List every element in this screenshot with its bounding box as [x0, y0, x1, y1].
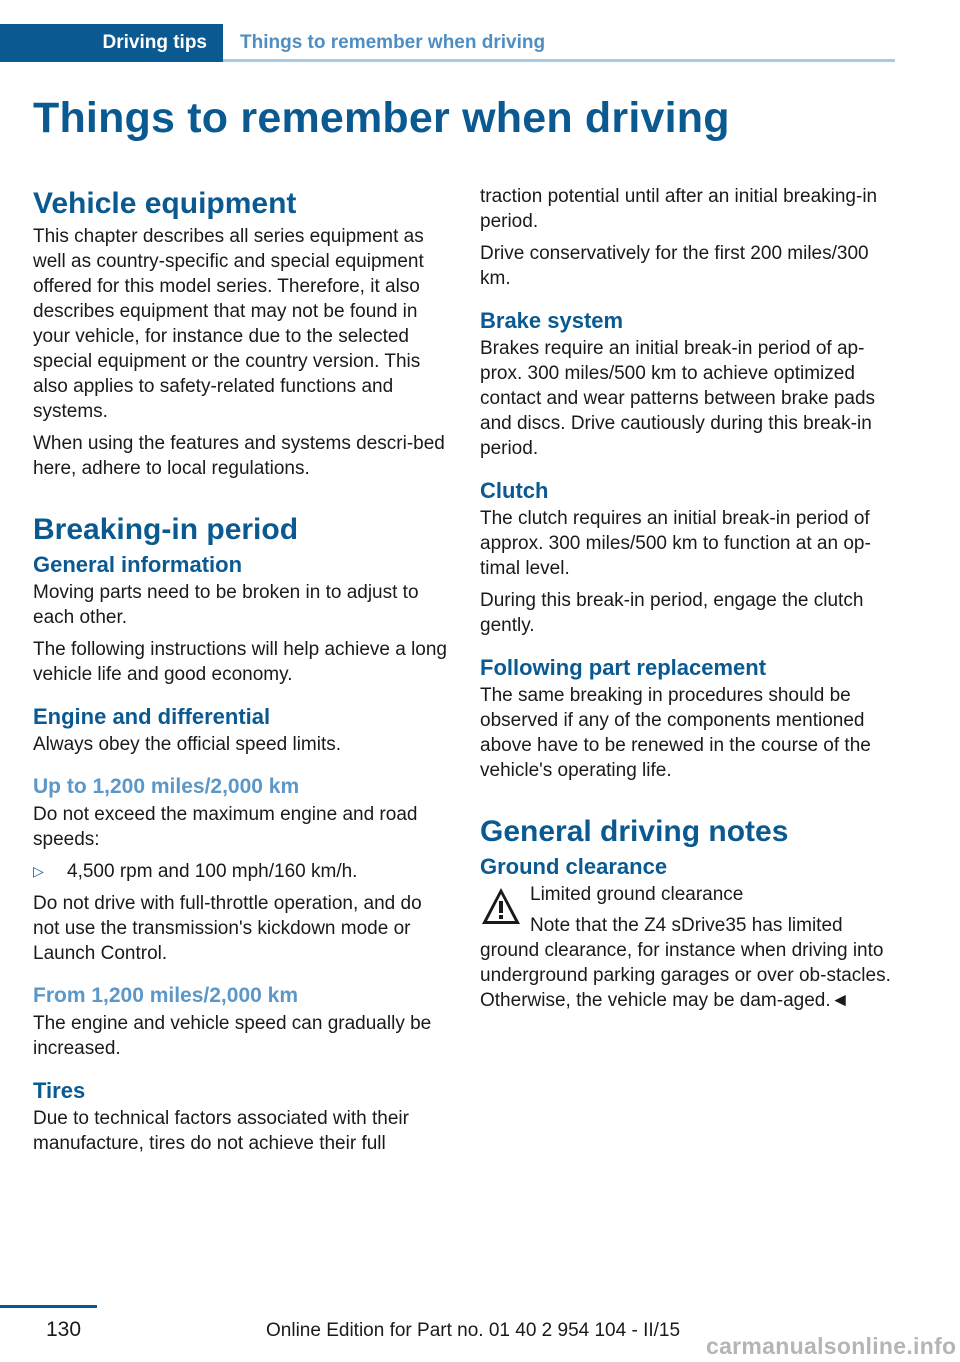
brake-heading: Brake system [480, 308, 624, 333]
paragraph: Brakes require an initial break-in period of ap-prox. 300 miles/500 km to achieve optimized contact and wear patterns between brake pads and discs. Drive cautiously during this break-in period. [480, 338, 876, 459]
list-item [33, 859, 451, 884]
warning-triangle-icon [480, 886, 522, 926]
paragraph: Due to technical factors associated with their manufacture, tires do not achieve their full [33, 1108, 409, 1154]
paragraph: The following instructions will help achieve a long vehicle life and good economy. [33, 639, 448, 685]
paragraph: The same breaking in procedures should be observed if any of the components mentioned above have to be renewed in the course of the vehicle's operating life. [480, 685, 871, 781]
from-heading: From 1,200 miles/2,000 km [33, 984, 298, 1007]
watermark: carmanualsonline.info [706, 1333, 957, 1359]
breaking-in-heading: Breaking-in period [33, 513, 299, 546]
right-column [480, 184, 898, 1020]
left-column [33, 184, 451, 1163]
edition-note: Online Edition for Part no. 01 40 2 954 104 - II/15 [266, 1320, 681, 1341]
section-tab: Driving tips [0, 24, 223, 62]
paragraph: The clutch requires an initial break-in period of approx. 300 miles/500 km to function at an op-timal level. [480, 508, 871, 579]
paragraph: Do not exceed the maximum engine and road speeds: [33, 804, 418, 850]
engine-heading: Engine and differential [33, 704, 271, 729]
tires-heading: Tires [33, 1078, 86, 1103]
general-notes-heading: General driving notes [480, 815, 789, 848]
page-title: Things to remember when driving [33, 94, 730, 142]
footer-rule [0, 1305, 97, 1308]
paragraph: traction potential until after an initial breaking-in period. [480, 186, 878, 232]
ground-clearance-heading: Ground clearance [480, 854, 668, 879]
clutch-heading: Clutch [480, 478, 549, 503]
page-number: 130 [46, 1318, 82, 1341]
paragraph: Moving parts need to be broken in to adjust to each other. [33, 582, 419, 628]
running-header [0, 24, 895, 62]
warning-block [480, 882, 898, 1013]
paragraph: Always obey the official speed limits. [33, 734, 342, 755]
paragraph: This chapter describes all series equipment as well as country-specific and special equipment offered for this model series. Therefore, it also describes equipment that may not be found in your vehicle, for instance due to the selected special equipment or the country version. This also applies to safety-related functions and systems. [33, 226, 424, 422]
part-replacement-heading: Following part replacement [480, 655, 767, 680]
paragraph: The engine and vehicle speed can gradually be increased. [33, 1013, 432, 1059]
vehicle-equipment-heading: Vehicle equipment [33, 187, 297, 220]
page-title-tab: Things to remember when driving [240, 32, 546, 53]
list-item-text: 4,500 rpm and 100 mph/160 km/h. [67, 861, 358, 882]
triangle-bullet-icon: ▷ [33, 863, 44, 879]
up-to-heading: Up to 1,200 miles/2,000 km [33, 775, 300, 798]
warning-title: Limited ground clearance [530, 884, 744, 905]
header-rule [223, 59, 895, 62]
paragraph: During this break-in period, engage the clutch gently. [480, 590, 864, 636]
paragraph: Do not drive with full-throttle operation, and do not use the transmission's kickdown mode or Launch Control. [33, 893, 422, 964]
paragraph: When using the features and systems descri-bed here, adhere to local regulations. [33, 433, 445, 479]
warning-text: Note that the Z4 sDrive35 has limited ground clearance, for instance when driving into underground parking garages or over ob-stacles. Otherwise, the vehicle may be dam-aged.◄ [480, 915, 891, 1011]
paragraph: Drive conservatively for the first 200 miles/300 km. [480, 243, 869, 289]
general-info-heading: General information [33, 552, 243, 577]
